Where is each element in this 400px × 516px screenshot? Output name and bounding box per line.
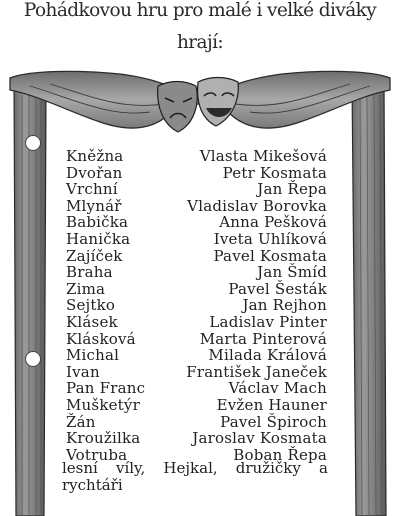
role-name: Pan Franc bbox=[66, 379, 146, 398]
role-name: Mušketýr bbox=[66, 395, 140, 414]
actor-name: Anna Pešková bbox=[219, 213, 327, 232]
page-title: Pohádkovou hru pro malé i velké diváky bbox=[23, 0, 377, 21]
cast-row bbox=[0, 347, 400, 364]
ensemble-word: Hejkal, bbox=[163, 459, 218, 477]
ensemble-line-1 bbox=[62, 460, 328, 477]
actor-name: Jan Šmíd bbox=[257, 263, 327, 282]
cast-row bbox=[0, 148, 400, 165]
actor-name: Vladislav Borovka bbox=[187, 196, 327, 215]
ensemble-line-2: rychtáři bbox=[62, 475, 123, 494]
cast-row bbox=[0, 281, 400, 298]
role-name: Kroužilka bbox=[66, 429, 141, 448]
cast-row bbox=[0, 297, 400, 314]
role-name: Zajíček bbox=[66, 246, 123, 265]
cast-row bbox=[0, 165, 400, 182]
actor-name: Petr Kosmata bbox=[222, 163, 327, 182]
role-name: Michal bbox=[66, 346, 120, 365]
cast-row bbox=[0, 331, 400, 348]
role-name: Kněžna bbox=[66, 147, 124, 165]
cast-row bbox=[0, 214, 400, 231]
cast-row bbox=[0, 198, 400, 215]
ensemble-word: lesní bbox=[62, 459, 98, 477]
role-name: Braha bbox=[66, 263, 113, 282]
actor-name: Václav Mach bbox=[228, 379, 327, 398]
actor-name: Milada Králová bbox=[208, 346, 327, 365]
cast-list bbox=[0, 148, 400, 463]
ensemble-word: víly, bbox=[115, 459, 146, 477]
role-name: Žán bbox=[66, 412, 96, 431]
cast-row bbox=[0, 397, 400, 414]
actor-name: Pavel Špiroch bbox=[220, 412, 327, 431]
role-name: Dvořan bbox=[66, 163, 123, 182]
comedy-tragedy-masks-icon bbox=[158, 78, 239, 133]
actor-name: Ladislav Pinter bbox=[209, 312, 327, 331]
actor-name: Jaroslav Kosmata bbox=[192, 429, 327, 448]
actor-name: Iveta Uhlíková bbox=[213, 229, 327, 248]
role-name: Ivan bbox=[66, 362, 100, 381]
cast-row bbox=[0, 414, 400, 431]
actor-name: Evžen Hauner bbox=[216, 395, 327, 414]
role-name: Zima bbox=[66, 279, 106, 298]
role-name: Klásek bbox=[66, 312, 118, 331]
actor-name: Marta Pinterová bbox=[199, 329, 327, 348]
actor-name: Boban Řepa bbox=[233, 445, 327, 464]
cast-row bbox=[0, 380, 400, 397]
actor-name: František Janeček bbox=[186, 362, 327, 381]
role-name: Sejtko bbox=[66, 296, 116, 315]
role-name: Votruba bbox=[66, 445, 128, 464]
actor-name: Jan Řepa bbox=[257, 180, 327, 199]
role-name: Mlynář bbox=[66, 196, 122, 215]
cast-row bbox=[0, 364, 400, 381]
cast-row bbox=[0, 430, 400, 447]
role-name: Vrchní bbox=[66, 180, 118, 199]
actor-name: Pavel Kosmata bbox=[213, 246, 327, 265]
ensemble-word: a bbox=[319, 459, 328, 477]
page-subtitle: hrají: bbox=[176, 32, 224, 53]
actor-name: Pavel Šesták bbox=[228, 279, 327, 298]
cast-row bbox=[0, 181, 400, 198]
cast-row bbox=[0, 264, 400, 281]
role-name: Babička bbox=[66, 213, 129, 232]
actor-name: Vlasta Mikešová bbox=[199, 147, 327, 165]
actor-name: Jan Rejhon bbox=[242, 296, 327, 315]
cast-row bbox=[0, 314, 400, 331]
role-name: Hanička bbox=[66, 229, 131, 248]
role-name: Klásková bbox=[66, 329, 136, 348]
cast-row bbox=[0, 248, 400, 265]
ensemble-word: družičky bbox=[235, 459, 301, 477]
cast-row bbox=[0, 231, 400, 248]
ensemble-note bbox=[62, 460, 328, 494]
